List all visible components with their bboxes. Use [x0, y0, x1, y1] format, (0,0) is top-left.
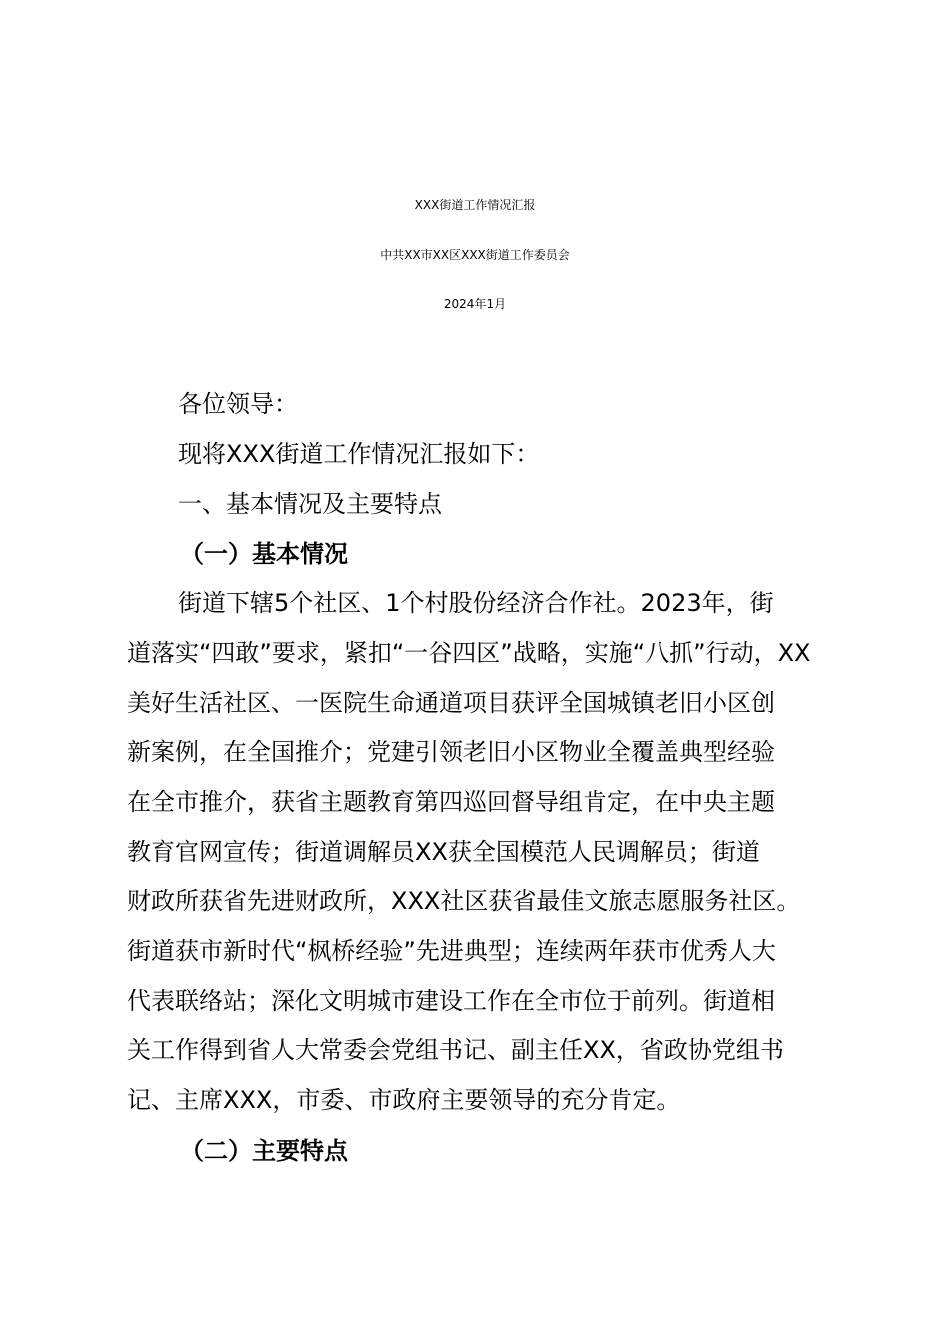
subsection-heading-2: （二）主要特点: [180, 1137, 348, 1165]
paragraph-line: 财政所获省先进财政所，XXX社区获省最佳文旅志愿服务社区。: [127, 887, 801, 915]
paragraph-line: 教育官网宣传；街道调解员XX获全国模范人民调解员；街道: [127, 838, 760, 866]
paragraph-line: 街道下辖5个社区、1个村股份经济合作社。2023年，街: [178, 589, 774, 617]
document-title: XXX街道工作情况汇报: [414, 198, 536, 212]
section-heading-1: 一、基本情况及主要特点: [178, 490, 442, 518]
paragraph-line: 新案例，在全国推介；党建引领老旧小区物业全覆盖典型经验: [127, 738, 775, 766]
paragraph-line: 街道获市新时代“枫桥经验”先进典型；连续两年获市优秀人大: [127, 937, 776, 965]
paragraph-line: 在全市推介，获省主题教育第四巡回督导组肯定，在中央主题: [127, 788, 775, 816]
salutation: 各位领导：: [178, 390, 298, 418]
intro-paragraph: 现将XXX街道工作情况汇报如下：: [178, 440, 540, 468]
document-issuer: 中共XX市XX区XXX街道工作委员会: [380, 248, 570, 262]
paragraph-line: 美好生活社区、一医院生命通道项目获评全国城镇老旧小区创: [127, 689, 775, 717]
document-date: 2024年1月: [443, 297, 507, 311]
paragraph-line: 道落实“四敢”要求，紧扣“一谷四区”战略，实施“八抓”行动，XX: [127, 639, 811, 667]
paragraph-line: 关工作得到省人大常委会党组书记、副主任XX，省政协党组书: [127, 1036, 784, 1064]
subsection-heading-1: （一）基本情况: [180, 540, 348, 568]
paragraph-line: 记、主席XXX，市委、市政府主要领导的充分肯定。: [127, 1086, 681, 1114]
paragraph-line: 代表联络站；深化文明城市建设工作在全市位于前列。街道相: [127, 987, 775, 1015]
